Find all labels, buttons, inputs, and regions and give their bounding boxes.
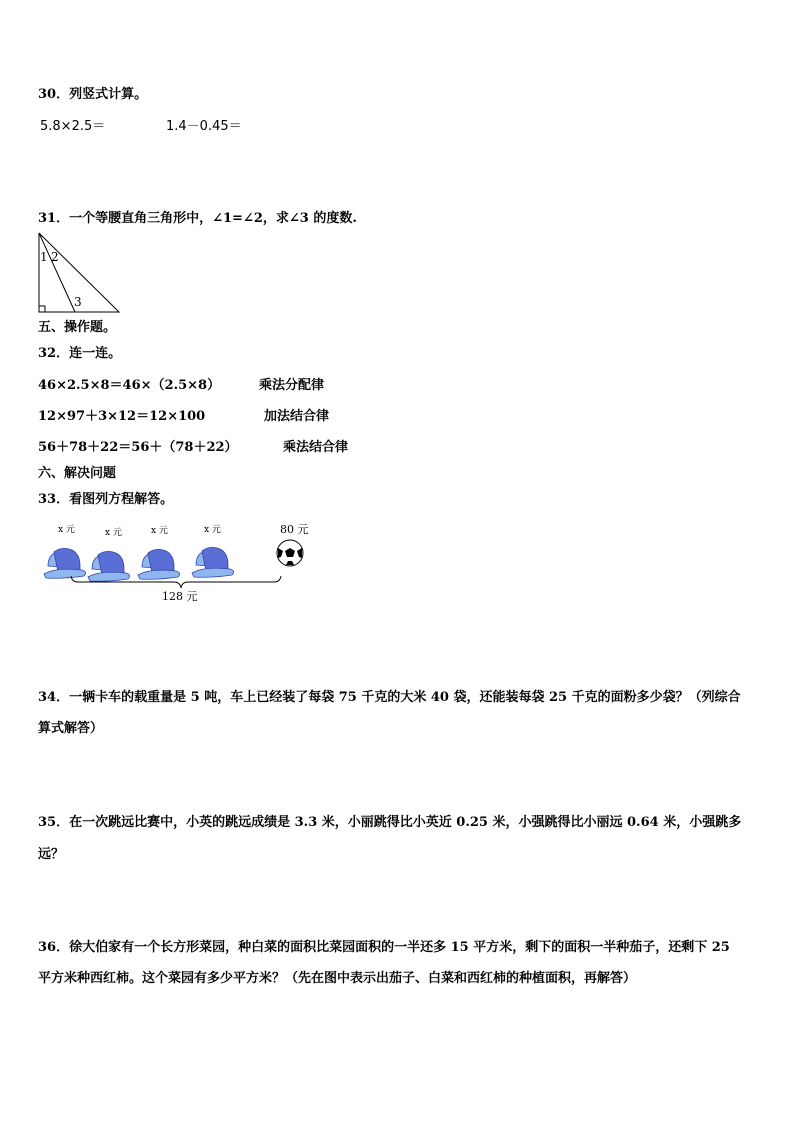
total-price-label: 128 元 [162,590,198,603]
cap-price-label-4: x 元 [204,525,221,535]
angle-label-1: 1 [40,250,48,264]
section-6-heading: 六、解决问题 [38,466,117,481]
q30-title: 30．列竖式计算。 [38,87,148,102]
q32-title: 32．连一连。 [38,346,122,361]
q30-expression-1: 5.8×2.5＝ [40,119,106,134]
q32-equation-3: 56＋78＋22＝56＋（78＋22） [38,440,238,455]
cap-price-label-1: x 元 [58,525,75,535]
q31-triangle-figure [34,230,124,316]
q32-equation-1: 46×2.5×8＝46×（2.5×8） [38,378,221,393]
q31-title: 31．一个等腰直角三角形中，∠1=∠2，求∠3 的度数. [38,211,357,226]
q34-line-1: 34．一辆卡车的载重量是 5 吨，车上已经装了每袋 75 千克的大米 40 袋，还能装每袋 25 千克的面粉多少袋？（列综合 [38,690,741,705]
q32-equation-2: 12×97＋3×12＝12×100 [38,409,206,424]
q35-line-1: 35．在一次跳远比赛中，小英的跳远成绩是 3.3 米，小丽跳得比小英近 0.25 米，小强跳得比小丽远 0.64 米，小强跳多 [38,815,742,830]
cap-icon-1 [44,548,86,578]
soccer-ball-icon [277,540,303,566]
q33-figure [38,518,318,608]
q32-law-2: 加法结合律 [264,409,330,424]
q32-law-3: 乘法结合律 [283,440,349,455]
cap-icon-4 [192,547,234,577]
q32-law-1: 乘法分配律 [259,378,325,393]
q36-line-2: 平方米种西红柿。这个菜园有多少平方米？（先在图中表示出茄子、白菜和西红柿的种植面积，再解答） [38,971,637,986]
q35-line-2: 远？ [38,847,65,862]
cap-icon-3 [138,549,180,579]
q34-line-2: 算式解答） [38,721,104,736]
angle-label-2: 2 [51,250,59,264]
cap-icon-2 [88,551,130,581]
q36-line-1: 36．徐大伯家有一个长方形菜园，种白菜的面积比菜园面积的一半还多 15 平方米，剩下的面积一半种茄子，还剩下 25 [38,940,730,955]
section-5-heading: 五、操作题。 [38,320,117,335]
q33-title: 33．看图列方程解答。 [38,492,174,507]
cap-price-label-3: x 元 [151,526,168,536]
cap-price-label-2: x 元 [105,528,122,538]
angle-label-3: 3 [74,295,82,309]
ball-price-label: 80 元 [280,523,309,536]
q30-expression-2: 1.4－0.45＝ [166,119,242,134]
